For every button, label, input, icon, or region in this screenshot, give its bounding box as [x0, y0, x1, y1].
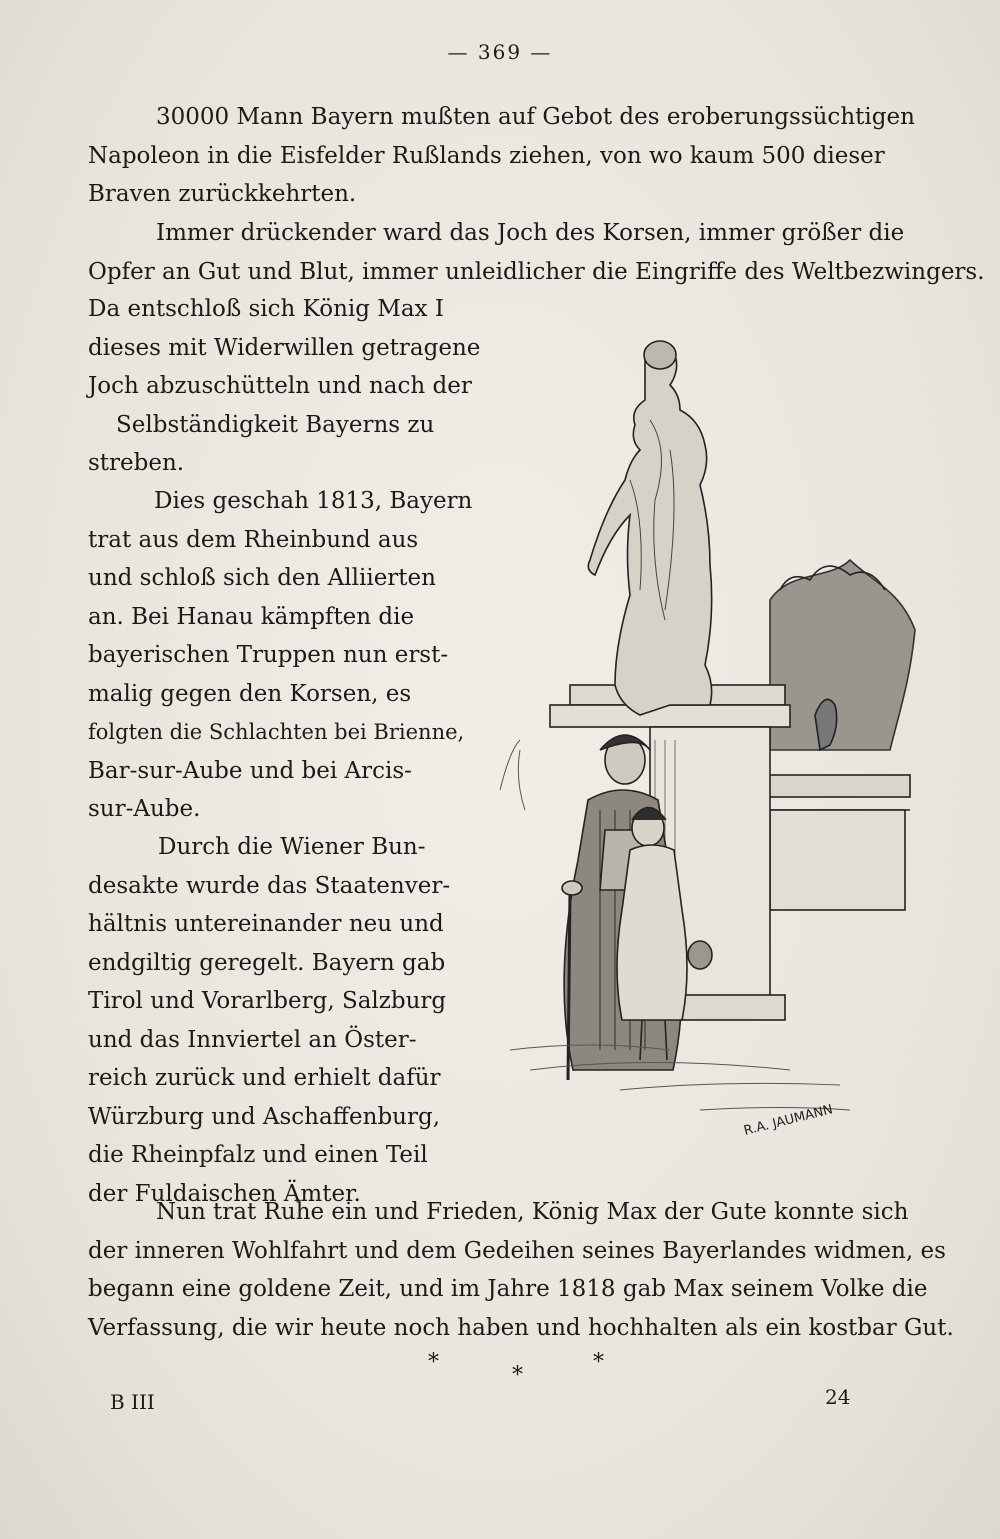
text-line: der Fuldaischen Ämter.: [88, 1180, 361, 1207]
text-line: hältnis untereinander neu und: [88, 911, 444, 937]
text-line: Verfassung, die wir heute noch haben und hochhalten als ein kostbar Gut.: [88, 1314, 954, 1341]
text-line: sur-Aube.: [88, 796, 201, 822]
text-line: und das Innviertel an Öster-: [88, 1026, 417, 1053]
text-line: die Rheinpfalz und einen Teil: [88, 1142, 428, 1168]
text-line: reich zurück und erhielt dafür: [88, 1065, 441, 1091]
text-line: trat aus dem Rheinbund aus: [88, 526, 419, 553]
section-separator: [0, 1345, 1000, 1388]
text-line: Da entschloß sich König Max I: [88, 296, 444, 322]
text-line: Würzburg und Aschaffenburg,: [88, 1103, 441, 1130]
text-line: Napoleon in die Eisfelder Rußlands ziehen, von wo kaum 500 dieser: [88, 142, 885, 169]
paragraph-2: [88, 214, 985, 291]
text-line: und schloß sich den Alliierten: [88, 565, 436, 591]
text-line: Bar-sur-Aube und bei Arcis-: [88, 757, 412, 784]
text-line: Braven zurückkehrten.: [88, 181, 357, 207]
text-line: an. Bei Hanau kämpften die: [88, 603, 415, 630]
text-line: folgten die Schlachten bei Brienne,: [88, 720, 465, 744]
separator-star: *: [512, 1363, 523, 1388]
paragraph-1: [88, 98, 918, 214]
text-line: Selbständigkeit Bayerns zu: [116, 411, 435, 438]
artist-signature: R.A. JAUMANN: [742, 1102, 835, 1139]
paragraph-4: [88, 482, 473, 829]
text-line: dieses mit Widerwillen getragene: [88, 334, 481, 361]
statue-woman-child-icon: [470, 330, 930, 1150]
text-line: Opfer an Gut und Blut, immer unleidlicher die Eingriffe des Weltbezwingers.: [88, 258, 985, 285]
separator-star: *: [593, 1350, 604, 1375]
text-line: Nun trat Ruhe ein und Frieden, König Max der Gute konnte sich: [156, 1199, 909, 1225]
text-line: der inneren Wohlfahrt und dem Gedeihen seines Bayerlandes widmen, es: [88, 1237, 946, 1264]
engraving-illustration: [470, 330, 930, 1150]
paragraph-3: [88, 290, 481, 483]
sheet-number: 24: [825, 1385, 851, 1409]
paragraph-5: [88, 828, 451, 1213]
text-line: bayerischen Truppen nun erst-: [88, 642, 449, 668]
paragraph-6: [88, 1193, 954, 1347]
text-line: 30000 Mann Bayern mußten auf Gebot des eroberungssüchtigen: [156, 104, 915, 130]
text-line: desakte wurde das Staatenver-: [88, 872, 451, 899]
text-line: Tirol und Vorarlberg, Salzburg: [88, 988, 447, 1014]
text-line: endgiltig geregelt. Bayern gab: [88, 949, 446, 976]
text-line: Immer drückender ward das Joch des Korsen, immer größer die: [156, 220, 905, 246]
text-line: Durch die Wiener Bun-: [158, 834, 426, 860]
text-line: Joch abzuschütteln und nach der: [88, 373, 472, 399]
text-line: Dies geschah 1813, Bayern: [154, 488, 473, 514]
page-number: — 369 —: [447, 40, 553, 64]
printer-signature: B III: [110, 1390, 155, 1414]
text-line: begann eine goldene Zeit, und im Jahre 1818 gab Max seinem Volke die: [88, 1276, 928, 1302]
text-line: malig gegen den Korsen, es: [88, 680, 412, 707]
separator-star: *: [428, 1350, 439, 1375]
text-line: streben.: [88, 450, 185, 476]
